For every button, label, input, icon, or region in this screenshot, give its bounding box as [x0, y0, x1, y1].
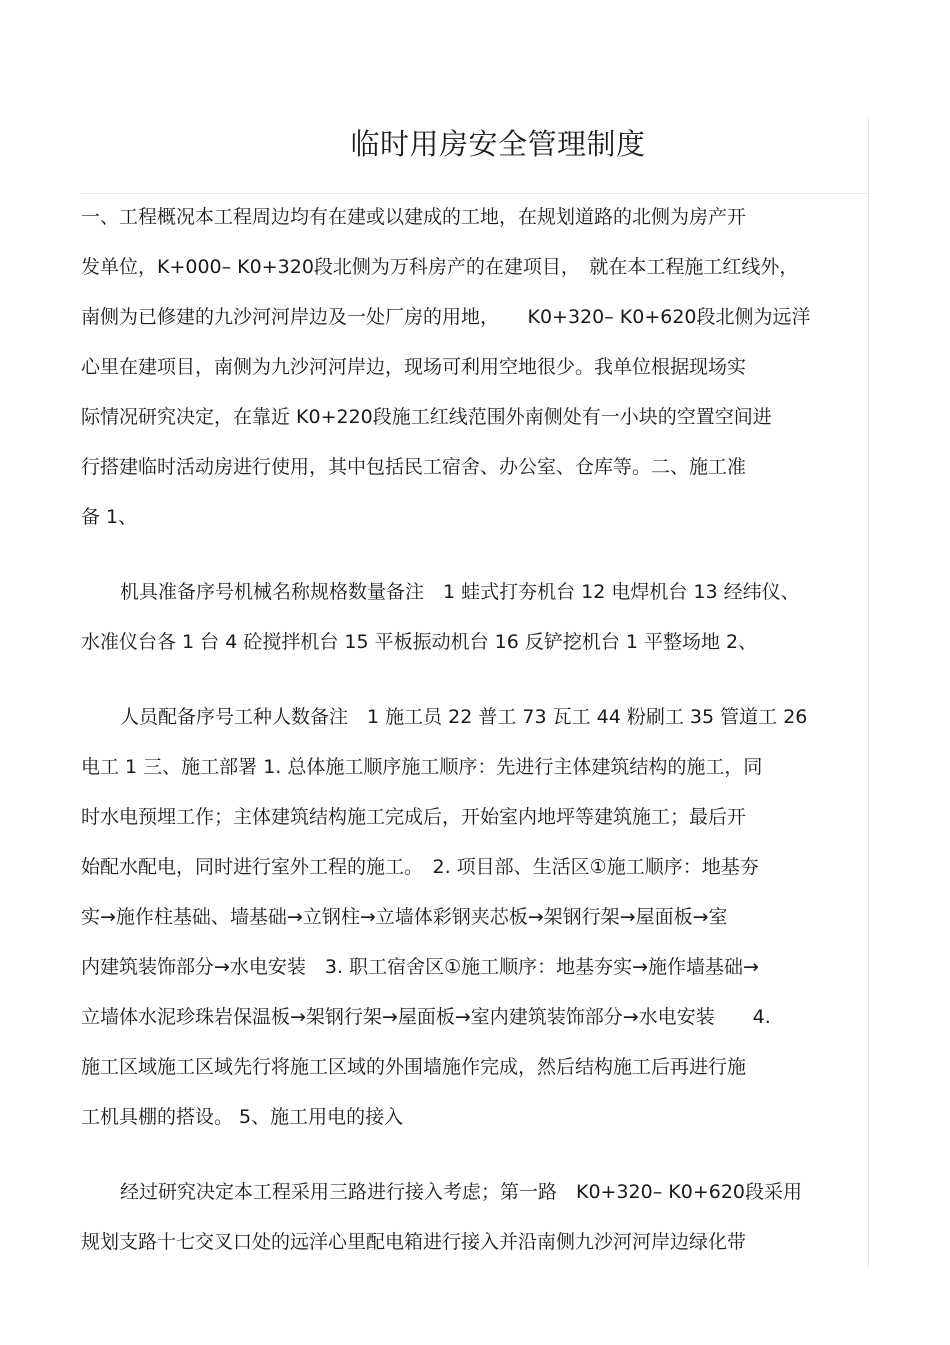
right-margin-rule — [868, 118, 869, 1268]
body-line-17: 施工区域施工区域先行将施工区域的外围墙施作完成，然后结构施工后再进行施 — [81, 1056, 747, 1078]
body-line-9: 水准仪台各 1 台 4 砼搅拌机台 15 平板振动机台 16 反铲挖机台 1 平整场地 2、 — [81, 631, 758, 653]
body-line-13: 始配水配电，同时进行室外工程的施工。 2. 项目部、生活区①施工顺序：地基夯 — [81, 856, 759, 878]
document-title: 临时用房安全管理制度 — [350, 127, 646, 161]
body-line-14: 实→施作柱基础、墙基础→立钢柱→立墙体彩钢夹芯板→架钢行架→屋面板→室 — [81, 906, 728, 928]
body-line-15: 内建筑装饰部分→水电安装 3. 职工宿舍区①施工顺序：地基夯实→施作墙基础→ — [81, 956, 759, 978]
title-divider — [80, 193, 869, 194]
body-line-7: 备 1、 — [81, 506, 138, 528]
body-line-16: 立墙体水泥珍珠岩保温板→架钢行架→屋面板→室内建筑装饰部分→水电安装 4. — [81, 1006, 771, 1028]
body-line-11: 电工 1 三、施工部署 1. 总体施工顺序施工顺序：先进行主体建筑结构的施工，同 — [81, 756, 763, 778]
body-line-1: 一、工程概况本工程周边均有在建或以建成的工地，在规划道路的北侧为房产开 — [81, 206, 747, 228]
body-line-2: 发单位，K+000– K0+320段北侧为万科房产的在建项目， 就在本工程施工红线外， — [81, 256, 799, 278]
body-line-4: 心里在建项目，南侧为九沙河河岸边，现场可利用空地很少。我单位根据现场实 — [81, 356, 747, 378]
body-line-12: 时水电预埋工作；主体建筑结构施工完成后，开始室内地坪等建筑施工；最后开 — [81, 806, 747, 828]
body-line-10: 人员配备序号工种人数备注 1 施工员 22 普工 73 瓦工 44 粉刷工 35 管道工 26 — [120, 706, 808, 728]
body-line-6: 行搭建临时活动房进行使用，其中包括民工宿舍、办公室、仓库等。二、施工准 — [81, 456, 747, 478]
body-line-3: 南侧为已修建的九沙河河岸边及一处厂房的用地， K0+320– K0+620段北侧为远洋 — [81, 306, 811, 328]
body-line-18: 工机具棚的搭设。 5、施工用电的接入 — [81, 1106, 404, 1128]
body-line-8: 机具准备序号机械名称规格数量备注 1 蛙式打夯机台 12 电焊机台 13 经纬仪、 — [120, 581, 800, 603]
body-line-20: 规划支路十七交叉口处的远洋心里配电箱进行接入并沿南侧九沙河河岸边绿化带 — [81, 1231, 747, 1253]
body-line-19: 经过研究决定本工程采用三路进行接入考虑；第一路 K0+320– K0+620段采用 — [120, 1181, 803, 1203]
body-line-5: 际情况研究决定，在靠近 K0+220段施工红线范围外南侧处有一小块的空置空间进 — [81, 406, 772, 428]
